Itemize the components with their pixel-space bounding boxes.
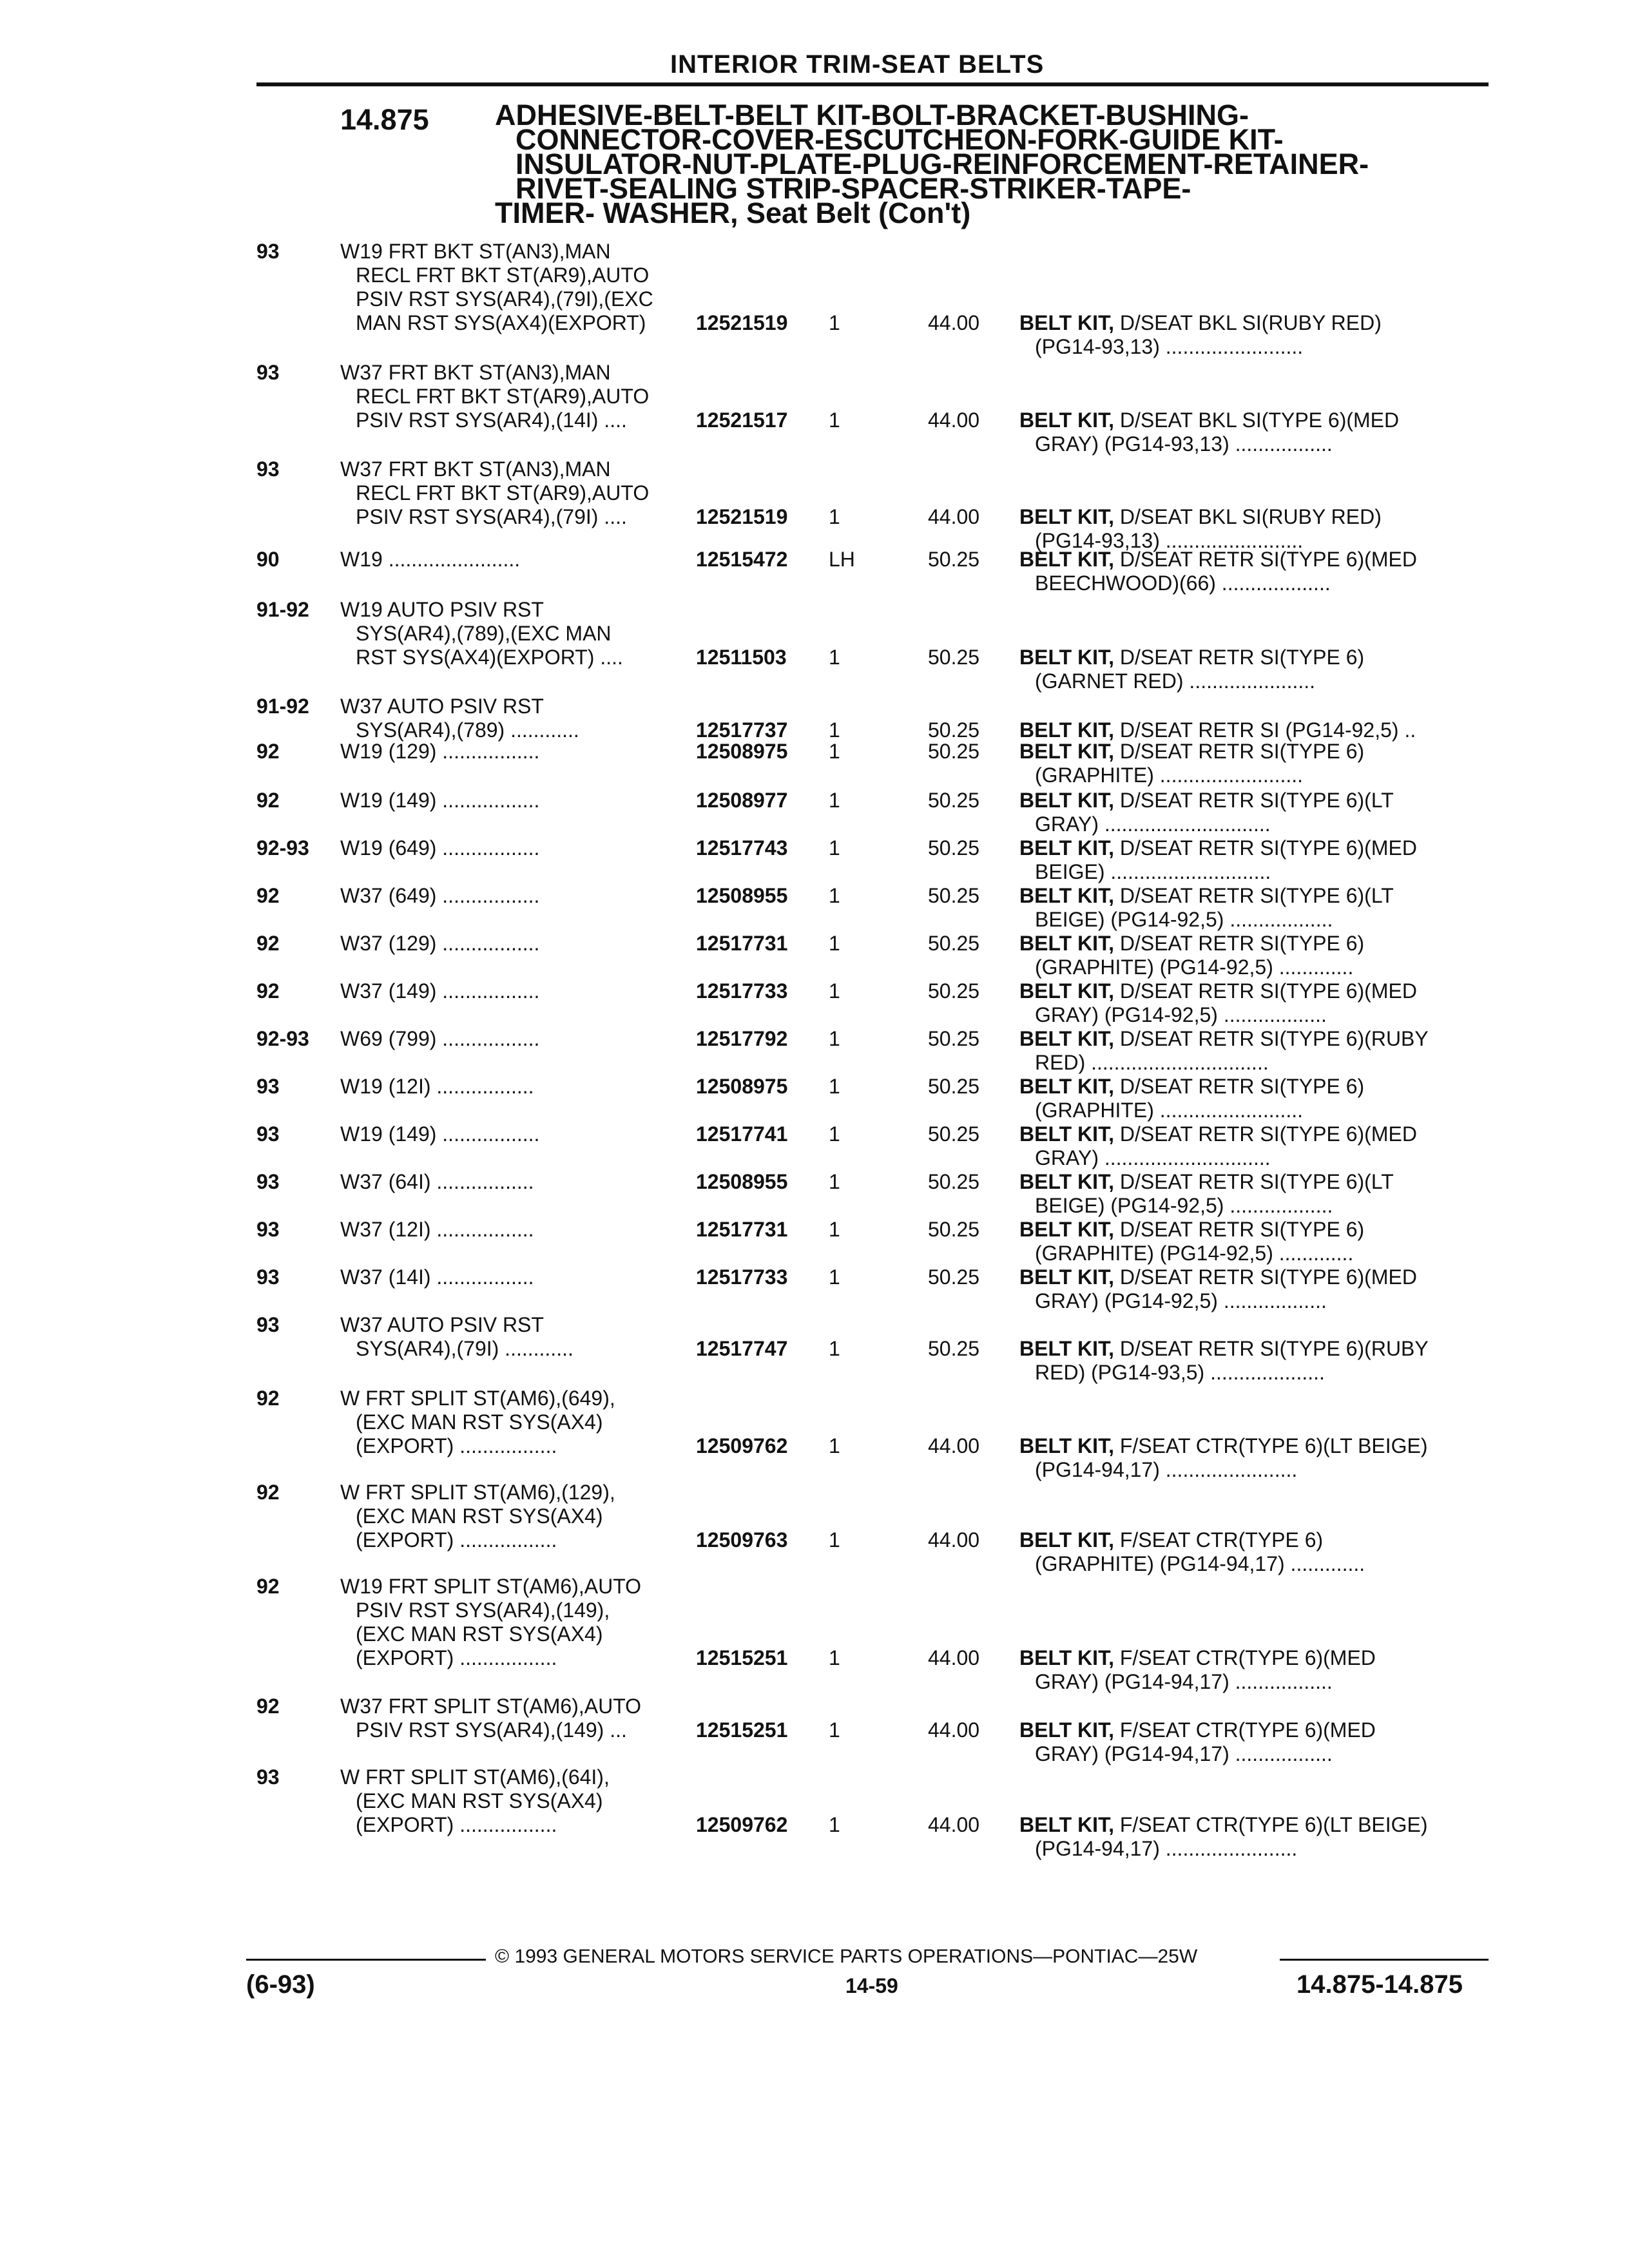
description-line: MAN RST SYS(AX4)(EXPORT) bbox=[356, 311, 646, 334]
part-name bbox=[1019, 789, 1490, 836]
part-name-bold: BELT KIT, bbox=[1019, 408, 1114, 432]
application-description bbox=[340, 1575, 682, 1670]
model-year: 93 bbox=[256, 1313, 280, 1336]
description-line: RECL FRT BKT ST(AR9),AUTO bbox=[356, 481, 650, 505]
part-number: 12515251 bbox=[696, 1718, 788, 1742]
description-line: W19 AUTO PSIV RST bbox=[340, 598, 544, 621]
model-year: 93 bbox=[256, 240, 280, 263]
part-name-bold: BELT KIT, bbox=[1019, 1337, 1114, 1360]
part-name-line: GRAY) (PG14-93,13) ................. bbox=[1035, 432, 1333, 456]
price: 44.00 bbox=[928, 1718, 980, 1742]
quantity: 1 bbox=[829, 979, 840, 1003]
description-line: W37 AUTO PSIV RST bbox=[340, 695, 544, 718]
description-line: PSIV RST SYS(AR4),(149) ... bbox=[356, 1718, 627, 1742]
price: 50.25 bbox=[928, 718, 980, 742]
part-number: 12508975 bbox=[696, 1075, 788, 1098]
section-title-line: ADHESIVE-BELT-BELT KIT-BOLT-BRACKET-BUSHING- bbox=[495, 99, 1249, 131]
part-name-text: D/SEAT RETR SI(TYPE 6) bbox=[1119, 1218, 1365, 1241]
model-year: 90 bbox=[256, 548, 280, 571]
part-name bbox=[1019, 1027, 1490, 1075]
part-name bbox=[1019, 1075, 1490, 1122]
part-name-bold: BELT KIT, bbox=[1019, 740, 1114, 763]
part-name-text: D/SEAT RETR SI(TYPE 6)(LT bbox=[1119, 789, 1394, 812]
description-line: (EXPORT) ................. bbox=[356, 1528, 557, 1552]
application-description bbox=[340, 836, 682, 860]
quantity: 1 bbox=[829, 789, 840, 812]
part-name-text: F/SEAT CTR(TYPE 6)(LT BEIGE) bbox=[1119, 1434, 1428, 1457]
part-name-line bbox=[1019, 789, 1490, 812]
part-name-line: (GRAPHITE) ......................... bbox=[1035, 1099, 1304, 1122]
description-line: W19 (149) ................. bbox=[340, 1122, 540, 1146]
description-line: W69 (799) ................. bbox=[340, 1027, 540, 1050]
part-name-line: (GRAPHITE) (PG14-92,5) ............. bbox=[1035, 956, 1354, 979]
part-name-line bbox=[1019, 1813, 1490, 1837]
quantity: 1 bbox=[829, 1434, 840, 1457]
description-line: W37 FRT BKT ST(AN3),MAN bbox=[340, 457, 611, 481]
part-name bbox=[1019, 646, 1490, 693]
part-number: 12517743 bbox=[696, 836, 788, 860]
model-year: 92 bbox=[256, 1575, 280, 1598]
part-name-text: D/SEAT RETR SI(TYPE 6)(RUBY bbox=[1119, 1337, 1429, 1360]
part-name-line bbox=[1019, 1718, 1490, 1742]
description-line: (EXC MAN RST SYS(AX4) bbox=[356, 1789, 603, 1812]
model-year: 92 bbox=[256, 1695, 280, 1718]
footer-date-code: (6-93) bbox=[246, 1970, 315, 1999]
part-name bbox=[1019, 836, 1490, 884]
price: 50.25 bbox=[928, 789, 980, 812]
part-name bbox=[1019, 1122, 1490, 1170]
model-year: 92 bbox=[256, 979, 280, 1003]
part-name bbox=[1019, 932, 1490, 979]
part-name-line bbox=[1019, 408, 1490, 432]
part-name-bold: BELT KIT, bbox=[1019, 1075, 1114, 1098]
description-line: W37 AUTO PSIV RST bbox=[340, 1313, 544, 1336]
part-name-bold: BELT KIT, bbox=[1019, 1813, 1114, 1836]
part-name-line: GRAY) ............................. bbox=[1035, 812, 1271, 836]
part-name-line bbox=[1019, 1122, 1490, 1146]
application-description bbox=[340, 884, 682, 908]
application-description bbox=[340, 548, 682, 572]
part-name-bold: BELT KIT, bbox=[1019, 836, 1114, 860]
application-description bbox=[340, 1265, 682, 1289]
footer-page-number: 14-59 bbox=[845, 1974, 898, 1997]
part-name-line: (GARNET RED) ...................... bbox=[1035, 669, 1316, 693]
quantity: LH bbox=[829, 548, 855, 571]
price: 44.00 bbox=[928, 1646, 980, 1669]
footer-section-range: 14.875-14.875 bbox=[1296, 1970, 1463, 1999]
part-name-line: GRAY) (PG14-92,5) .................. bbox=[1035, 1289, 1327, 1312]
description-line: SYS(AR4),(789),(EXC MAN bbox=[356, 622, 612, 645]
part-name-line: BEIGE) ............................ bbox=[1035, 860, 1271, 883]
model-year: 91-92 bbox=[256, 695, 309, 718]
part-number: 12517792 bbox=[696, 1027, 788, 1050]
application-description bbox=[340, 1765, 682, 1837]
price: 50.25 bbox=[928, 646, 980, 669]
part-name bbox=[1019, 718, 1490, 742]
section-title bbox=[495, 99, 1526, 229]
quantity: 1 bbox=[829, 718, 840, 742]
description-line: RECL FRT BKT ST(AR9),AUTO bbox=[356, 264, 650, 287]
part-name-text: D/SEAT RETR SI(TYPE 6) bbox=[1119, 740, 1365, 763]
model-year: 92 bbox=[256, 740, 280, 763]
part-name-line: (PG14-94,17) ....................... bbox=[1035, 1837, 1298, 1860]
application-description bbox=[340, 457, 682, 529]
part-name-text: D/SEAT RETR SI(TYPE 6)(MED bbox=[1119, 1265, 1417, 1289]
part-number: 12508975 bbox=[696, 740, 788, 763]
part-name-line bbox=[1019, 1075, 1490, 1099]
application-description bbox=[340, 1122, 682, 1146]
description-line: W37 (129) ................. bbox=[340, 932, 540, 955]
price: 44.00 bbox=[928, 505, 980, 528]
part-name bbox=[1019, 979, 1490, 1027]
description-line: W37 (64I) ................. bbox=[340, 1170, 534, 1193]
part-name-line bbox=[1019, 548, 1490, 572]
quantity: 1 bbox=[829, 1813, 840, 1836]
part-number: 12509762 bbox=[696, 1434, 788, 1457]
part-name bbox=[1019, 1337, 1490, 1385]
part-name-text: D/SEAT RETR SI(TYPE 6)(LT bbox=[1119, 884, 1394, 907]
application-description bbox=[340, 1481, 682, 1552]
footer-copyright: © 1993 GENERAL MOTORS SERVICE PARTS OPERATIONS—PONTIAC—25W bbox=[495, 1946, 1198, 1967]
application-description bbox=[340, 1170, 682, 1194]
part-name-text: D/SEAT RETR SI(TYPE 6)(MED bbox=[1119, 548, 1417, 571]
footer-rule-right bbox=[1280, 1959, 1489, 1961]
part-number: 12517731 bbox=[696, 932, 788, 955]
part-name bbox=[1019, 1434, 1490, 1482]
part-name bbox=[1019, 311, 1490, 359]
model-year: 93 bbox=[256, 1170, 280, 1193]
part-name-bold: BELT KIT, bbox=[1019, 311, 1114, 334]
header-rule bbox=[256, 82, 1489, 86]
part-name-line bbox=[1019, 932, 1490, 956]
part-name-line: RED) ............................... bbox=[1035, 1051, 1269, 1074]
price: 50.25 bbox=[928, 740, 980, 763]
model-year: 92 bbox=[256, 884, 280, 907]
quantity: 1 bbox=[829, 1170, 840, 1193]
part-name-bold: BELT KIT, bbox=[1019, 979, 1114, 1003]
part-name-line: (PG14-93,13) ........................ bbox=[1035, 335, 1304, 358]
section-title-line: TIMER- WASHER, Seat Belt (Con't) bbox=[495, 197, 971, 229]
quantity: 1 bbox=[829, 311, 840, 334]
part-name-line bbox=[1019, 836, 1490, 860]
model-year: 92 bbox=[256, 789, 280, 812]
application-description bbox=[340, 1695, 682, 1742]
part-name-line: GRAY) (PG14-94,17) ................. bbox=[1035, 1742, 1333, 1765]
part-name-line: GRAY) ............................. bbox=[1035, 1146, 1271, 1169]
quantity: 1 bbox=[829, 1027, 840, 1050]
part-name-bold: BELT KIT, bbox=[1019, 1027, 1114, 1050]
section-title-line: RIVET-SEALING STRIP-SPACER-STRIKER-TAPE- bbox=[516, 172, 1191, 205]
part-name-line: (PG14-93,13) ........................ bbox=[1035, 529, 1304, 552]
model-year: 93 bbox=[256, 457, 280, 481]
section-number: 14.875 bbox=[340, 103, 429, 136]
part-name-line: RED) (PG14-93,5) .................... bbox=[1035, 1361, 1325, 1384]
quantity: 1 bbox=[829, 1337, 840, 1360]
part-name bbox=[1019, 1170, 1490, 1218]
part-number: 12517747 bbox=[696, 1337, 788, 1360]
part-name-line: BEIGE) (PG14-92,5) .................. bbox=[1035, 1194, 1333, 1217]
part-name-line: (GRAPHITE) (PG14-92,5) ............. bbox=[1035, 1242, 1354, 1265]
part-name-line bbox=[1019, 1265, 1490, 1289]
description-line: W19 (149) ................. bbox=[340, 789, 540, 812]
description-line: PSIV RST SYS(AR4),(79I),(EXC bbox=[356, 287, 653, 311]
price: 44.00 bbox=[928, 1528, 980, 1552]
quantity: 1 bbox=[829, 1122, 840, 1146]
quantity: 1 bbox=[829, 1646, 840, 1669]
description-line: W19 FRT SPLIT ST(AM6),AUTO bbox=[340, 1575, 642, 1598]
application-description bbox=[340, 1313, 682, 1361]
quantity: 1 bbox=[829, 932, 840, 955]
part-number: 12508955 bbox=[696, 1170, 788, 1193]
part-name-bold: BELT KIT, bbox=[1019, 1265, 1114, 1289]
application-description bbox=[340, 695, 682, 742]
part-name-text: D/SEAT BKL SI(TYPE 6)(MED bbox=[1119, 408, 1400, 432]
part-name-bold: BELT KIT, bbox=[1019, 1218, 1114, 1241]
footer-rule-left bbox=[246, 1959, 486, 1961]
quantity: 1 bbox=[829, 505, 840, 528]
price: 44.00 bbox=[928, 1434, 980, 1457]
price: 50.25 bbox=[928, 1265, 980, 1289]
part-name-line bbox=[1019, 1170, 1490, 1194]
price: 44.00 bbox=[928, 408, 980, 432]
description-line: W37 (149) ................. bbox=[340, 979, 540, 1003]
part-name-line bbox=[1019, 740, 1490, 764]
part-name-bold: BELT KIT, bbox=[1019, 1434, 1114, 1457]
part-name-text: F/SEAT CTR(TYPE 6)(MED bbox=[1119, 1646, 1376, 1669]
model-year: 93 bbox=[256, 1218, 280, 1241]
part-name-line bbox=[1019, 1337, 1490, 1361]
part-name-bold: BELT KIT, bbox=[1019, 884, 1114, 907]
quantity: 1 bbox=[829, 884, 840, 907]
description-line: W FRT SPLIT ST(AM6),(649), bbox=[340, 1387, 615, 1410]
part-name-text: D/SEAT BKL SI(RUBY RED) bbox=[1119, 505, 1382, 528]
part-name-line: BEIGE) (PG14-92,5) .................. bbox=[1035, 908, 1333, 931]
description-line: (EXPORT) ................. bbox=[356, 1434, 557, 1457]
description-line: (EXC MAN RST SYS(AX4) bbox=[356, 1410, 603, 1434]
part-number: 12517733 bbox=[696, 979, 788, 1003]
part-name-text: D/SEAT RETR SI(TYPE 6)(MED bbox=[1119, 836, 1417, 860]
part-name bbox=[1019, 548, 1490, 595]
quantity: 1 bbox=[829, 1718, 840, 1742]
model-year: 91-92 bbox=[256, 598, 309, 621]
description-line: W37 (649) ................. bbox=[340, 884, 540, 907]
description-line: RST SYS(AX4)(EXPORT) .... bbox=[356, 646, 623, 669]
part-name-bold: BELT KIT, bbox=[1019, 718, 1114, 742]
description-line: W37 (12I) ................. bbox=[340, 1218, 534, 1241]
model-year: 92 bbox=[256, 932, 280, 955]
quantity: 1 bbox=[829, 1528, 840, 1552]
model-year: 93 bbox=[256, 1265, 280, 1289]
part-name-line: BEECHWOOD)(66) ................... bbox=[1035, 572, 1331, 595]
quantity: 1 bbox=[829, 408, 840, 432]
part-name-bold: BELT KIT, bbox=[1019, 932, 1114, 955]
quantity: 1 bbox=[829, 1265, 840, 1289]
application-description bbox=[340, 240, 682, 335]
description-line: PSIV RST SYS(AR4),(149), bbox=[356, 1599, 610, 1622]
description-line: (EXPORT) ................. bbox=[356, 1813, 557, 1836]
description-line: W19 (12I) ................. bbox=[340, 1075, 534, 1098]
price: 50.25 bbox=[928, 836, 980, 860]
part-name-line bbox=[1019, 1646, 1490, 1670]
model-year: 93 bbox=[256, 1075, 280, 1098]
part-name-text: D/SEAT RETR SI(TYPE 6) bbox=[1119, 646, 1365, 669]
part-name-text: D/SEAT RETR SI(TYPE 6)(MED bbox=[1119, 1122, 1417, 1146]
page-header-title: INTERIOR TRIM-SEAT BELTS bbox=[670, 50, 1045, 79]
model-year: 92 bbox=[256, 1387, 280, 1410]
part-name-line bbox=[1019, 646, 1490, 669]
description-line: RECL FRT BKT ST(AR9),AUTO bbox=[356, 385, 650, 408]
part-name-text: D/SEAT RETR SI(TYPE 6)(RUBY bbox=[1119, 1027, 1429, 1050]
part-number: 12509763 bbox=[696, 1528, 788, 1552]
quantity: 1 bbox=[829, 646, 840, 669]
part-name-text: F/SEAT CTR(TYPE 6) bbox=[1119, 1528, 1324, 1552]
part-name-bold: BELT KIT, bbox=[1019, 1646, 1114, 1669]
application-description bbox=[340, 932, 682, 956]
part-name-text: F/SEAT CTR(TYPE 6)(MED bbox=[1119, 1718, 1376, 1742]
part-number: 12521519 bbox=[696, 505, 788, 528]
description-line: W FRT SPLIT ST(AM6),(129), bbox=[340, 1481, 615, 1504]
price: 50.25 bbox=[928, 1027, 980, 1050]
part-number: 12511503 bbox=[696, 646, 787, 669]
price: 50.25 bbox=[928, 932, 980, 955]
part-name-line bbox=[1019, 1027, 1490, 1051]
price: 50.25 bbox=[928, 1218, 980, 1241]
description-line: W FRT SPLIT ST(AM6),(64I), bbox=[340, 1765, 610, 1789]
part-name-text: D/SEAT RETR SI(TYPE 6) bbox=[1119, 932, 1365, 955]
part-number: 12517731 bbox=[696, 1218, 788, 1241]
part-name-line: (GRAPHITE) ......................... bbox=[1035, 764, 1304, 787]
quantity: 1 bbox=[829, 1218, 840, 1241]
part-name-line bbox=[1019, 1218, 1490, 1242]
price: 50.25 bbox=[928, 548, 980, 571]
section-title-line: INSULATOR-NUT-PLATE-PLUG-REINFORCEMENT-RETAINER- bbox=[516, 148, 1369, 180]
description-line: W37 FRT SPLIT ST(AM6),AUTO bbox=[340, 1695, 642, 1718]
description-line: (EXC MAN RST SYS(AX4) bbox=[356, 1504, 603, 1528]
description-line: PSIV RST SYS(AR4),(14I) .... bbox=[356, 408, 627, 432]
part-name-line: GRAY) (PG14-92,5) .................. bbox=[1035, 1003, 1327, 1026]
part-number: 12517737 bbox=[696, 718, 788, 742]
application-description bbox=[340, 1027, 682, 1051]
part-name-line bbox=[1019, 1528, 1490, 1552]
application-description bbox=[340, 1075, 682, 1099]
description-line: (EXPORT) ................. bbox=[356, 1646, 557, 1669]
model-year: 93 bbox=[256, 1122, 280, 1146]
model-year: 92-93 bbox=[256, 836, 309, 860]
part-name bbox=[1019, 408, 1490, 456]
quantity: 1 bbox=[829, 836, 840, 860]
quantity: 1 bbox=[829, 740, 840, 763]
description-line: SYS(AR4),(79I) ............ bbox=[356, 1337, 574, 1360]
application-description bbox=[340, 979, 682, 1003]
application-description bbox=[340, 1387, 682, 1458]
description-line: SYS(AR4),(789) ............ bbox=[356, 718, 579, 742]
model-year: 93 bbox=[256, 1765, 280, 1789]
part-number: 12515251 bbox=[696, 1646, 788, 1669]
part-name-line bbox=[1019, 1434, 1490, 1458]
application-description bbox=[340, 598, 682, 669]
part-name-line: GRAY) (PG14-94,17) ................. bbox=[1035, 1670, 1333, 1693]
part-name bbox=[1019, 1813, 1490, 1861]
part-name bbox=[1019, 1265, 1490, 1313]
price: 50.25 bbox=[928, 979, 980, 1003]
part-name bbox=[1019, 1528, 1490, 1576]
part-name-line bbox=[1019, 311, 1490, 335]
description-line: PSIV RST SYS(AR4),(79I) .... bbox=[356, 505, 627, 528]
price: 50.25 bbox=[928, 1122, 980, 1146]
description-line: W19 (129) ................. bbox=[340, 740, 540, 763]
part-name-bold: BELT KIT, bbox=[1019, 646, 1114, 669]
price: 50.25 bbox=[928, 1170, 980, 1193]
model-year: 92-93 bbox=[256, 1027, 309, 1050]
part-name-line bbox=[1019, 718, 1490, 742]
part-name-bold: BELT KIT, bbox=[1019, 1122, 1114, 1146]
application-description bbox=[340, 789, 682, 812]
part-name-bold: BELT KIT, bbox=[1019, 548, 1114, 571]
part-name bbox=[1019, 505, 1490, 553]
part-name-line bbox=[1019, 505, 1490, 529]
part-name bbox=[1019, 1218, 1490, 1265]
part-name-text: D/SEAT RETR SI (PG14-92,5) .. bbox=[1119, 718, 1416, 742]
price: 50.25 bbox=[928, 1075, 980, 1098]
part-name-line: (PG14-94,17) ....................... bbox=[1035, 1458, 1298, 1481]
part-name bbox=[1019, 740, 1490, 787]
part-name-text: D/SEAT BKL SI(RUBY RED) bbox=[1119, 311, 1382, 334]
part-name-bold: BELT KIT, bbox=[1019, 1528, 1114, 1552]
description-line: (EXC MAN RST SYS(AX4) bbox=[356, 1622, 603, 1646]
part-name bbox=[1019, 884, 1490, 932]
part-number: 12517733 bbox=[696, 1265, 788, 1289]
part-number: 12508977 bbox=[696, 789, 788, 812]
part-name bbox=[1019, 1718, 1490, 1766]
application-description bbox=[340, 740, 682, 764]
model-year: 93 bbox=[256, 361, 280, 384]
description-line: W37 FRT BKT ST(AN3),MAN bbox=[340, 361, 611, 384]
part-number: 12515472 bbox=[696, 548, 788, 571]
application-description bbox=[340, 1218, 682, 1242]
description-line: W19 (649) ................. bbox=[340, 836, 540, 860]
part-name bbox=[1019, 1646, 1490, 1694]
part-number: 12517741 bbox=[696, 1122, 788, 1146]
part-name-bold: BELT KIT, bbox=[1019, 1170, 1114, 1193]
price: 44.00 bbox=[928, 1813, 980, 1836]
section-title-line: CONNECTOR-COVER-ESCUTCHEON-FORK-GUIDE KIT- bbox=[516, 123, 1284, 156]
quantity: 1 bbox=[829, 1075, 840, 1098]
part-number: 12509762 bbox=[696, 1813, 788, 1836]
part-number: 12521519 bbox=[696, 311, 788, 334]
part-number: 12521517 bbox=[696, 408, 788, 432]
part-name-text: D/SEAT RETR SI(TYPE 6) bbox=[1119, 1075, 1365, 1098]
part-name-line bbox=[1019, 979, 1490, 1003]
part-name-bold: BELT KIT, bbox=[1019, 1718, 1114, 1742]
part-name-line: (GRAPHITE) (PG14-94,17) ............. bbox=[1035, 1552, 1365, 1575]
part-name-bold: BELT KIT, bbox=[1019, 789, 1114, 812]
part-number: 12508955 bbox=[696, 884, 788, 907]
description-line: W37 (14I) ................. bbox=[340, 1265, 534, 1289]
description-line: W19 FRT BKT ST(AN3),MAN bbox=[340, 240, 611, 263]
description-line: W19 ....................... bbox=[340, 548, 521, 571]
part-name-bold: BELT KIT, bbox=[1019, 505, 1114, 528]
part-name-text: F/SEAT CTR(TYPE 6)(LT BEIGE) bbox=[1119, 1813, 1428, 1836]
application-description bbox=[340, 361, 682, 432]
price: 50.25 bbox=[928, 884, 980, 907]
price: 50.25 bbox=[928, 1337, 980, 1360]
part-name-text: D/SEAT RETR SI(TYPE 6)(MED bbox=[1119, 979, 1417, 1003]
part-name-text: D/SEAT RETR SI(TYPE 6)(LT bbox=[1119, 1170, 1394, 1193]
model-year: 92 bbox=[256, 1481, 280, 1504]
part-name-line bbox=[1019, 884, 1490, 908]
price: 44.00 bbox=[928, 311, 980, 334]
